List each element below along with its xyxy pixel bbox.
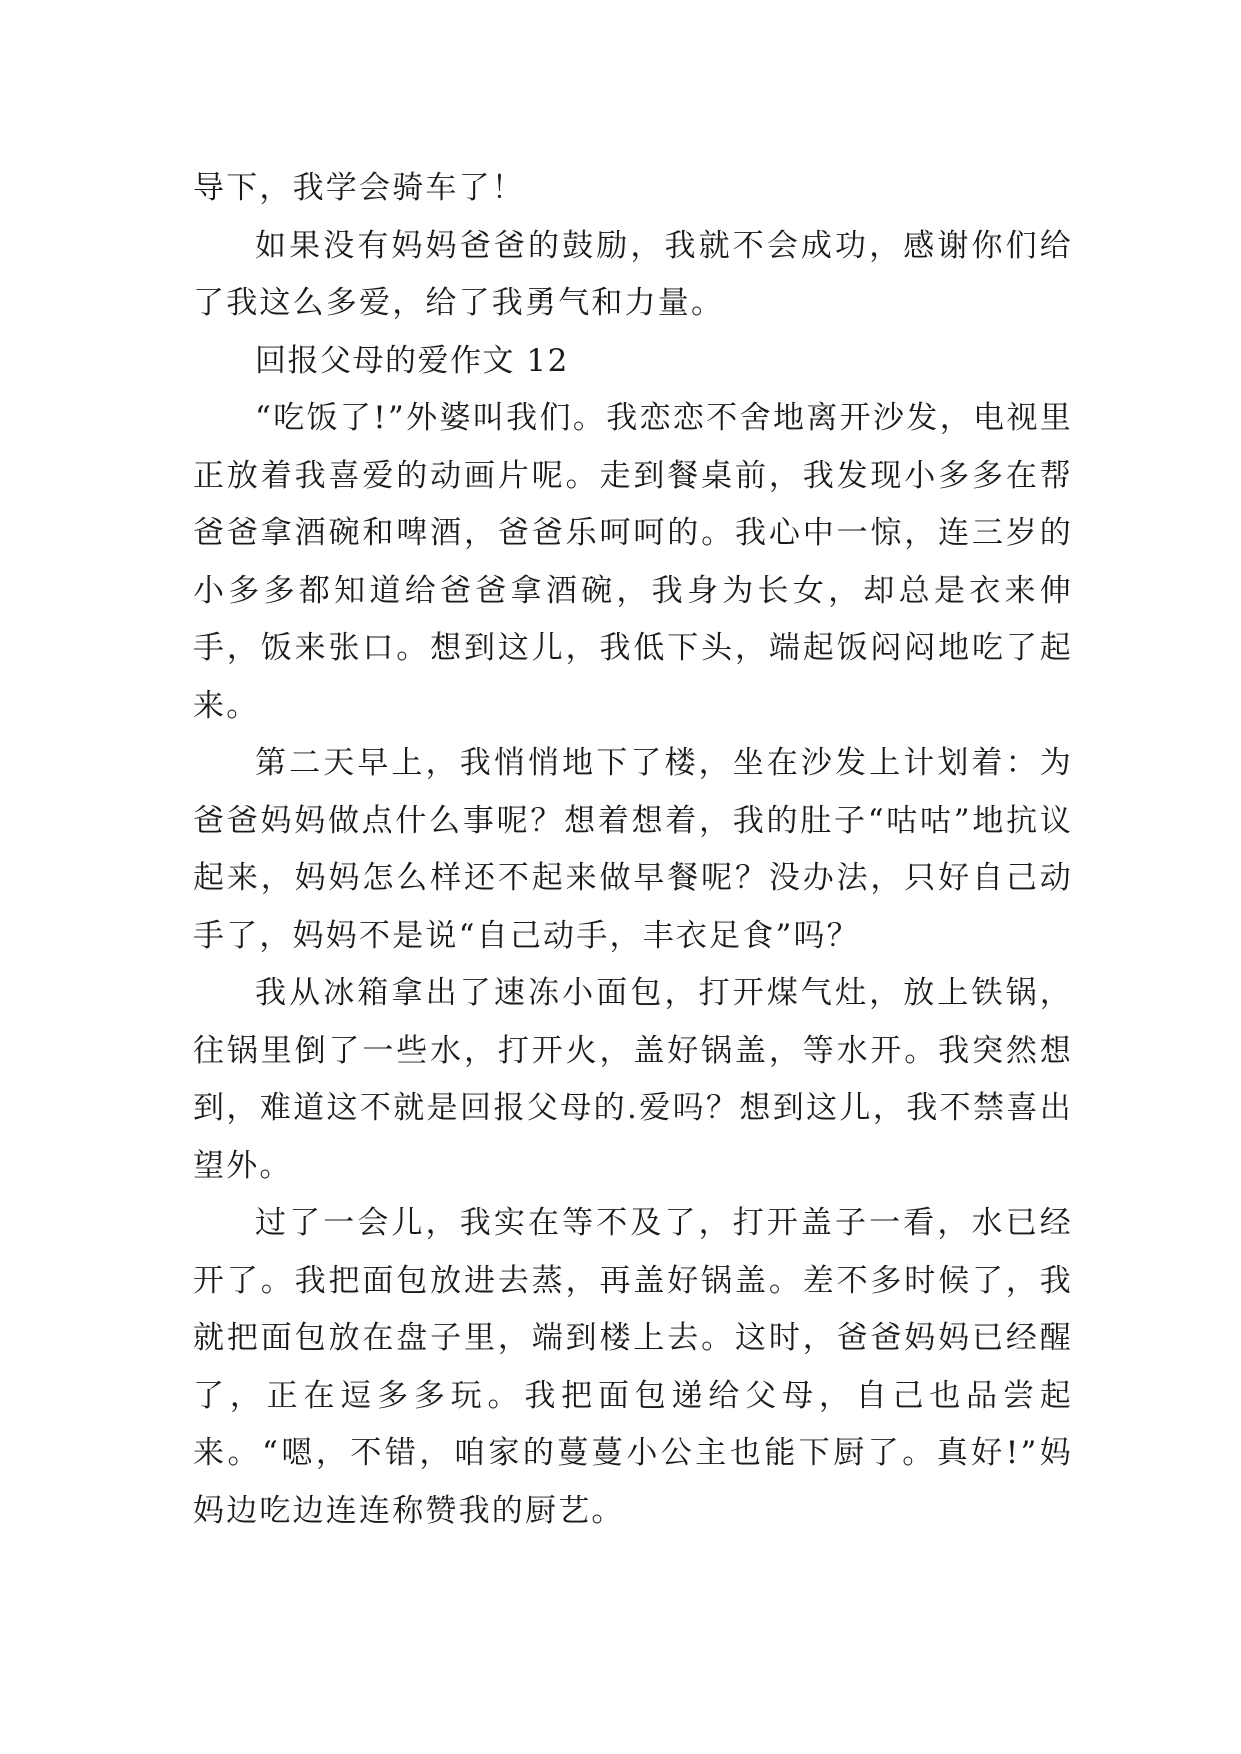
document-body (193, 160, 1073, 1540)
essay-title: 回报父母的爱作文 12 (255, 342, 569, 379)
paragraph-dinner: “吃饭了!”外婆叫我们。我恋恋不舍地离开沙发，电视里正放着我喜爱的动画片呢。走到餐桌前，我发现小多多在帮爸爸拿酒碗和啤酒，爸爸乐呵呵的。我心中一惊，连三岁的小多多都知道给爸爸拿酒碗，我身为长女，却总是衣来伸手，饭来张口。想到这儿，我低下头，端起饭闷闷地吃了起来。 (193, 400, 1073, 724)
paragraph-morning: 第二天早上，我悄悄地下了楼，坐在沙发上计划着：为爸爸妈妈做点什么事呢？想着想着，我的肚子“咕咕”地抗议起来，妈妈怎么样还不起来做早餐呢？没办法，只好自己动手了，妈妈不是说“自己动手，丰衣足食”吗？ (193, 745, 1073, 954)
paragraph-continuation: 导下，我学会骑车了！ (193, 170, 525, 206)
paragraph-cooking: 我从冰箱拿出了速冻小面包，打开煤气灶，放上铁锅，往锅里倒了一些水，打开火，盖好锅盖，等水开。我突然想到，难道这不就是回报父母的.爱吗？想到这儿，我不禁喜出望外。 (193, 975, 1073, 1184)
paragraph-thanks: 如果没有妈妈爸爸的鼓励，我就不会成功，感谢你们给了我这么多爱，给了我勇气和力量。 (193, 227, 1073, 321)
paragraph-serving: 过了一会儿，我实在等不及了，打开盖子一看，水已经开了。我把面包放进去蒸，再盖好锅盖。差不多时候了，我就把面包放在盘子里，端到楼上去。这时，爸爸妈妈已经醒了，正在逗多多玩。我把面包递给父母，自己也品尝起来。“嗯，不错，咱家的蔓蔓小公主也能下厨了。真好!”妈妈边吃边连连称赞我的厨艺。 (193, 1205, 1073, 1529)
